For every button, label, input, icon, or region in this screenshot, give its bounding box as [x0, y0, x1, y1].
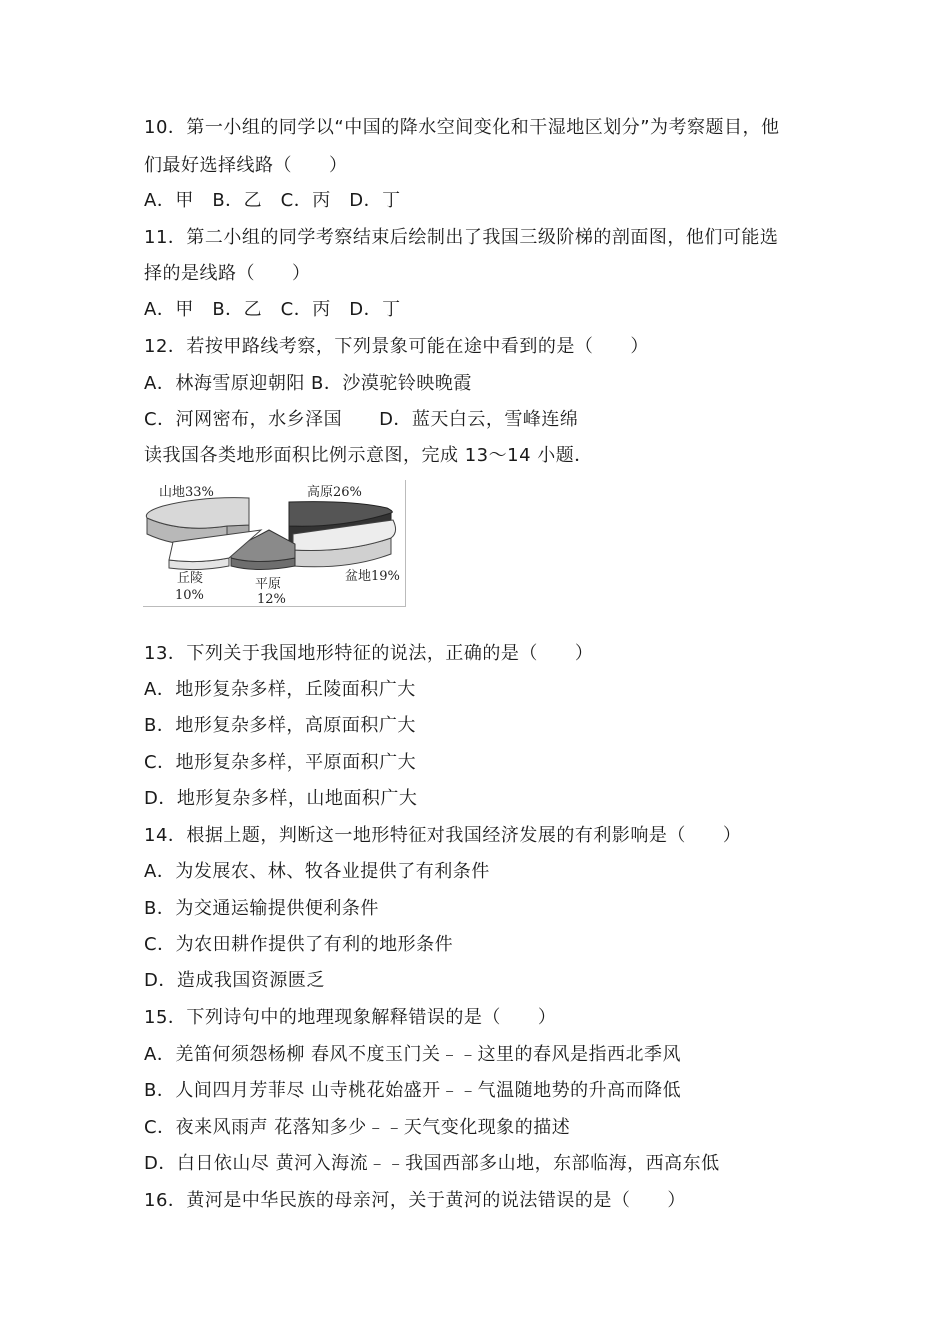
option-14b: B．为交通运输提供便利条件: [144, 898, 379, 919]
option-15a: A．羌笛何须怨杨柳 春风不度玉门关﹣﹣这里的春风是指西北季风: [144, 1044, 682, 1065]
label-plain-name: 平原: [255, 577, 282, 592]
label-mountain: 山地33%: [159, 485, 214, 500]
option-15c: C．夜来风雨声 花落知多少﹣﹣天气变化现象的描述: [144, 1117, 571, 1138]
question-line-14: 14．根据上题，判断这一地形特征对我国经济发展的有利影响是（ ）: [144, 825, 742, 846]
label-plateau: 高原26%: [307, 485, 362, 500]
question-line-12: 12．若按甲路线考察，下列景象可能在途中看到的是（ ）: [144, 336, 649, 357]
options-12-cd: C．河网密布，水乡泽国 D．蓝天白云，雪峰连绵: [144, 409, 579, 430]
options-11: A．甲 B．乙 C．丙 D．丁: [144, 299, 401, 320]
question-line-11a: 11．第二小组的同学考察结束后绘制出了我国三级阶梯的剖面图，他们可能选: [144, 227, 779, 248]
terrain-pie-chart: [143, 480, 405, 606]
options-10: A．甲 B．乙 C．丙 D．丁: [144, 190, 401, 211]
label-basin: 盆地19%: [345, 569, 400, 584]
figure-intro: 读我国各类地形面积比例示意图，完成 13～14 小题．: [144, 445, 593, 466]
option-15b: B．人间四月芳菲尽 山寺桃花始盛开﹣﹣气温随地势的升高而降低: [144, 1080, 682, 1101]
option-14d: D．造成我国资源匮乏: [144, 970, 325, 991]
option-14a: A．为发展农、林、牧各业提供了有利条件: [144, 861, 490, 882]
option-15d: D．白日依山尽 黄河入海流﹣﹣我国西部多山地，东部临海，西高东低: [144, 1153, 720, 1174]
options-12-ab: A．林海雪原迎朝阳 B．沙漠驼铃映晚霞: [144, 373, 472, 394]
question-line-10a: 10．第一小组的同学以“中国的降水空间变化和干湿地区划分”为考察题目，他: [144, 117, 780, 138]
question-line-11b: 择的是线路（ ）: [144, 263, 311, 284]
question-line-15: 15．下列诗句中的地理现象解释错误的是（ ）: [144, 1007, 557, 1028]
option-13d: D．地形复杂多样，山地面积广大: [144, 788, 418, 809]
option-14c: C．为农田耕作提供了有利的地形条件: [144, 934, 454, 955]
label-plain-pct: 12%: [257, 592, 286, 606]
question-line-10b: 们最好选择线路（ ）: [144, 155, 348, 176]
slice-mountain: [146, 498, 249, 529]
option-13c: C．地形复杂多样，平原面积广大: [144, 752, 417, 773]
question-line-13: 13．下列关于我国地形特征的说法，正确的是（ ）: [144, 643, 594, 664]
question-line-16: 16．黄河是中华民族的母亲河，关于黄河的说法错误的是（ ）: [144, 1190, 686, 1211]
label-hill-pct: 10%: [175, 588, 204, 603]
option-13a: A．地形复杂多样，丘陵面积广大: [144, 679, 416, 700]
label-hill-name: 丘陵: [177, 571, 204, 586]
terrain-pie-figure: [143, 480, 406, 607]
option-13b: B．地形复杂多样，高原面积广大: [144, 715, 416, 736]
